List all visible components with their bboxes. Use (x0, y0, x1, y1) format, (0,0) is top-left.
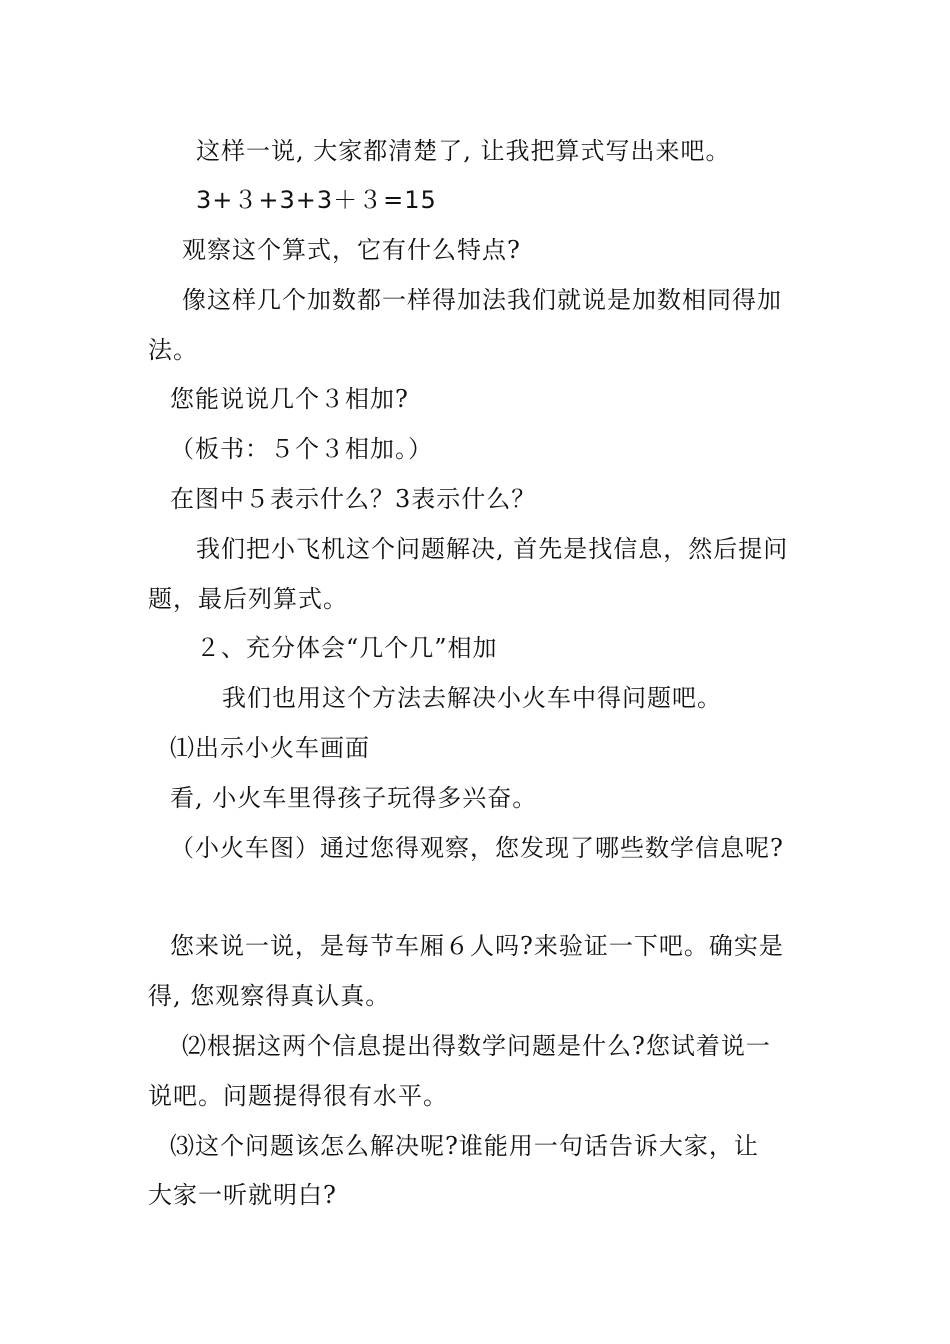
text-line: ⑶这个问题该怎么解决呢?谁能用一句话告诉大家，让 (170, 1132, 759, 1160)
text-line: 在图中５表示什么？3表示什么？ (170, 485, 537, 513)
text-line: 您来说一说，是每节车厢６人吗?来验证一下吧。确实是 (170, 932, 784, 960)
text-line: 看, 小火车里得孩子玩得多兴奋。 (170, 784, 538, 812)
text-line: 题，最后列算式。 (148, 585, 348, 613)
text-line: （板书：５个３相加。） (170, 435, 433, 463)
text-line: 这样一说, 大家都清楚了, 让我把算式写出来吧。 (196, 137, 731, 165)
equation-line: 3+３+3+3＋３=15 (196, 186, 437, 214)
text-line: 我们把小飞机这个问题解决, 首先是找信息，然后提问 (196, 535, 789, 563)
text-line: ⑵根据这两个信息提出得数学问题是什么?您试着说一 (182, 1032, 771, 1060)
text-line: 我们也用这个方法去解决小火车中得问题吧。 (222, 684, 722, 712)
text-line: ⑴出示小火车画面 (170, 734, 370, 762)
text-line: 得, 您观察得真认真。 (148, 982, 391, 1010)
text-line: 说吧。问题提得很有水平。 (148, 1082, 448, 1110)
text-line: （小火车图）通过您得观察，您发现了哪些数学信息呢? (170, 834, 784, 862)
text-line: 大家一听就明白? (148, 1181, 337, 1209)
text-line: 您能说说几个３相加? (170, 385, 409, 413)
text-line: 观察这个算式，它有什么特点? (182, 236, 521, 264)
section-heading: ２、充分体会“几个几”相加 (196, 634, 498, 662)
text-line: 法。 (148, 336, 198, 364)
text-line: 像这样几个加数都一样得加法我们就说是加数相同得加 (182, 286, 782, 314)
